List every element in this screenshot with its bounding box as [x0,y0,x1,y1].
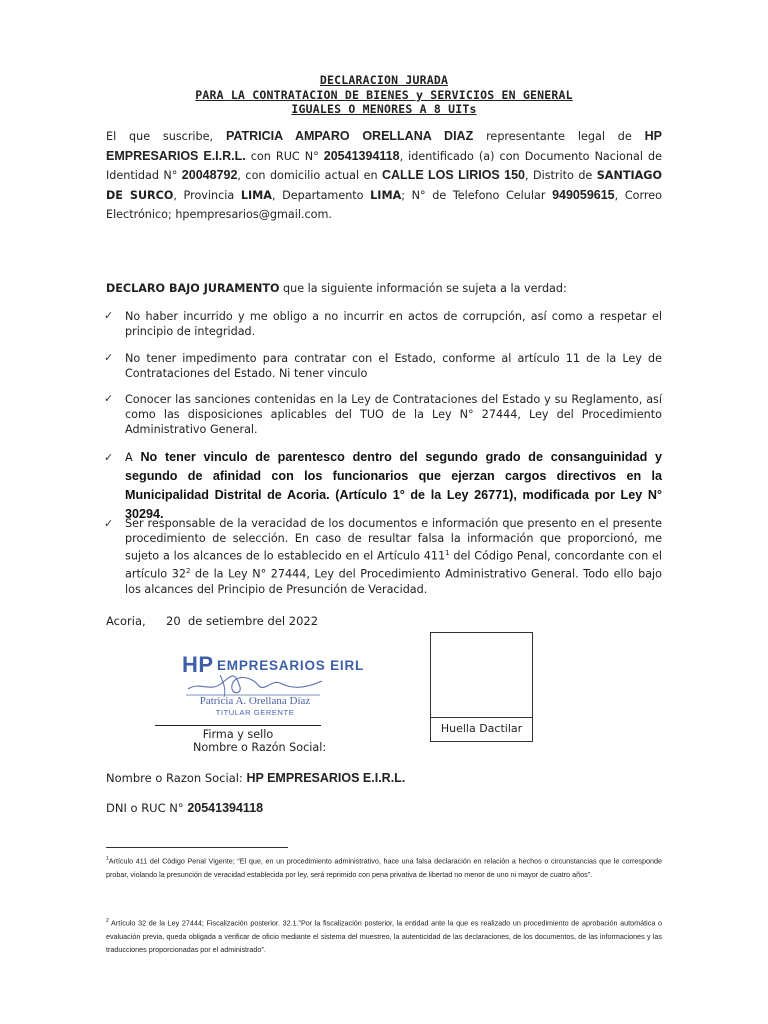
footnote-divider [106,847,288,848]
phone-number: 949059615 [552,187,615,202]
intro-paragraph [106,127,662,225]
footnote-ref: 2 [185,567,191,576]
dni-number: 20048792 [181,168,238,182]
footnote-number: 2 [106,918,109,924]
list-item: Conocer las sanciones contenidas en la Ley de Contrataciones del Estado y su Reglamento, así como las disposiciones aplicables del TUO de la Ley N° 27444, Ley del Procedimiento Administrativo General. [125,393,662,437]
ruc-value: 20541394118 [187,801,264,815]
signature-line [155,725,321,726]
razon-social-field [106,771,405,785]
intro-text: , Provincia [173,188,241,202]
title-line-2: PARA LA CONTRATACION DE BIENES y SERVICIOS EN GENERAL [195,88,573,102]
item-text: Ser responsable de la veracidad de los documentos e información que presento en el presente procedimiento de selección. En caso de resultar falsa la información que proporcionó, me sujeto a los alcances de lo establecido en el Artículo 411 [125,517,662,564]
item-text: del Código Penal, concordante con el artículo 32 [125,550,662,582]
intro-text: , con domicilio actual en [237,169,382,182]
declaro-rest: que la siguiente información se sujeta a la verdad: [279,282,567,295]
stamp-role: TITULAR GERENTE [215,708,295,717]
stamp-hp-logo: HP [182,652,214,677]
fingerprint-divider [431,717,532,718]
date-place: Acoria, [106,614,146,628]
footnote-text: Artículo 32 de la Ley 27444; Fiscalización posterior. 32.1.”Por la fiscalización posterior, la entidad ante la que es realizado un procedimiento de aprobación automática o evaluación previa, queda obligada a verificar de oficio mediante el sistema del muestreo, la autenticidad de las declaraciones, de los documentos, de las informaciones y las traducciones proporcionadas por el administrado”. [106,918,662,955]
fingerprint-label: Huella Dactilar [440,722,523,735]
check-icon: ✓ [104,392,114,405]
district: SANTIAGO DE SURCO [106,169,662,202]
intro-text: , Departamento [271,188,371,202]
intro-text: representante legal de [473,130,645,143]
check-icon: ✓ [104,351,114,364]
check-icon: ✓ [104,309,114,322]
department: LIMA [370,188,402,202]
title-line-3: IGUALES O MENORES A 8 UITs [291,102,477,116]
firma-label: Firma y sello [202,728,274,741]
declaro-bold: DECLARO BAJO JURAMENTO [106,282,280,295]
footnote-text: Artículo 411 del Código Penal Vigente; “El que, en un procedimiento administrativo, hace una falsa declaración en relación a hechos o circunstancias que le corresponde probar, violando la presunción de veracidad establecida por ley, será reprimido con pena privativa de libertad no menor de uno ni mayor de cuatro años”. [106,856,662,879]
nombre-label: Nombre o Razón Social: [193,741,327,754]
footnote-ref: 1 [445,549,450,558]
ruc-field [106,801,263,815]
stamp-empresarios: EMPRESARIOS EIRL [217,658,365,673]
razon-social-value: HP EMPRESARIOS E.I.R.L. [246,771,406,785]
intro-text: ; N° de Telefono Celular [401,188,553,202]
intro-text: , Distrito de [524,169,597,182]
item-text: de la Ley N° 27444, Ley del Procedimiento Administrativo General. Todo ello bajo los alcances del Principio de Presunción de Veracidad. [125,568,663,597]
check-icon: ✓ [104,517,114,530]
razon-social-label: Nombre o Razon Social: [106,771,247,785]
fingerprint-box [430,632,533,742]
province: LIMA [240,188,272,202]
company-name: HP EMPRESARIOS E.I.R.L. [106,129,662,163]
date-text: 20 de setiembre del 2022 [166,614,319,628]
stamp-person-name: Patricia A. Orellana Díaz [199,695,311,707]
item-prefix: A [125,451,141,464]
intro-text: con RUC N° [245,149,324,163]
intro-text: El que suscribe, [106,130,226,143]
list-item: No haber incurrido y me obligo a no incurrir en actos de corrupción, así como a respetar el principio de integridad. [125,310,662,339]
footnote-number: 1 [106,856,109,862]
check-icon: ✓ [104,451,114,464]
footnote-1 [106,853,662,881]
ruc-number: 20541394118 [323,148,400,163]
address: CALLE LOS LIRIOS 150 [382,168,525,182]
ruc-label: DNI o RUC N° [106,801,188,815]
intro-text: , identificado (a) con Documento Nacional de Identidad N° [106,149,662,182]
footnote-2 [106,915,662,957]
item-bold-text: No tener vinculo de parentesco dentro del segundo grado de consanguinidad y segundo de afinidad con los funcionarios que ejerzan cargos directivos en la Municipalidad Distrital de Acoria. (Artículo 1° de la Ley 26771), modificada por Ley N° 30294. [125,450,662,521]
title-line-1: DECLARACION JURADA [319,73,449,87]
declarant-name: PATRICIA AMPARO ORELLANA DIAZ [225,129,474,143]
declaro-line [106,279,662,299]
list-item-parentesco [125,448,662,524]
intro-text: , Correo Electrónico; hpempresarios@gmail.com. [106,188,662,221]
list-item: No tener impedimento para contratar con el Estado, conforme al artículo 11 de la Ley de Contrataciones del Estado. Ni tener vinculo [125,352,662,381]
list-item-responsabilidad [125,516,662,597]
